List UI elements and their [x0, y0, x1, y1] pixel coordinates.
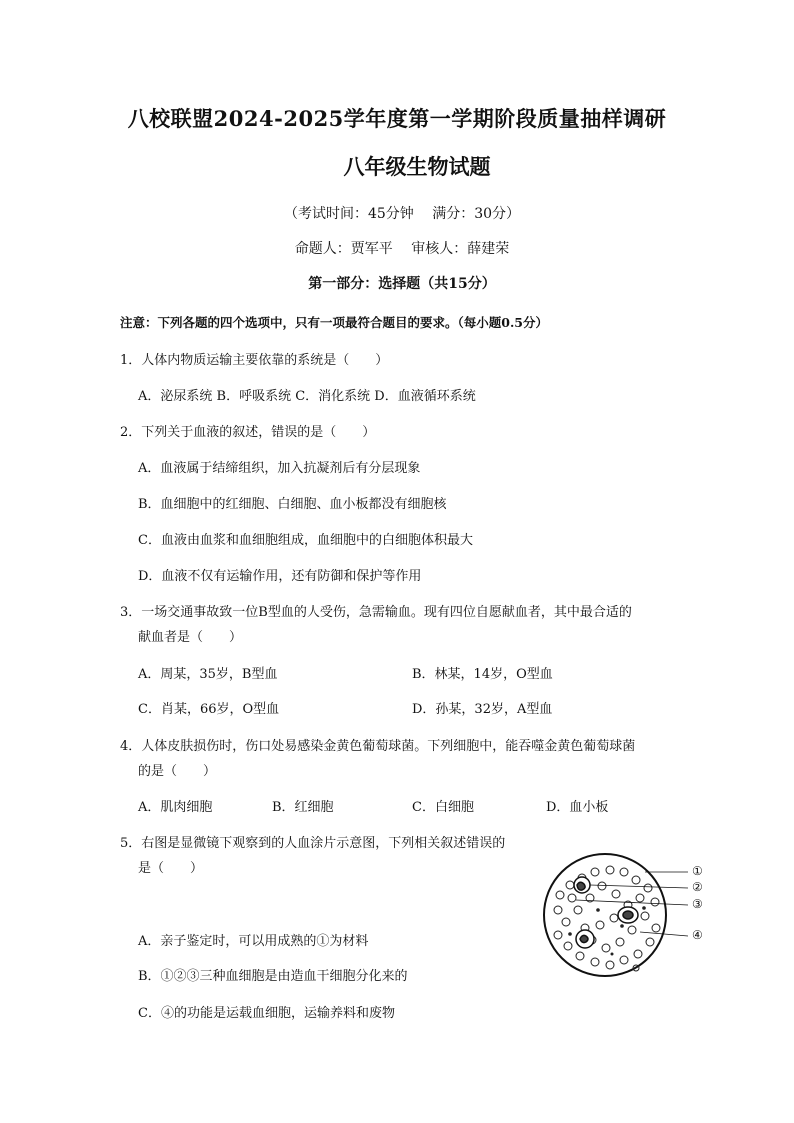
question-2-option-a: A．血液属于结缔组织，加入抗凝剂后有分层现象	[138, 461, 421, 476]
question-5-option-b: B．①②③三种血细胞是由造血干细胞分化来的	[138, 969, 408, 984]
question-3-option-d: D．孙某，32岁，A型血	[412, 702, 553, 717]
exam-subtitle: 八年级生物试题	[343, 154, 491, 179]
question-2-option-d: D．血液不仅有运输作用，还有防御和保护等作用	[138, 569, 422, 584]
question-4-option-b: B．红细胞	[272, 800, 334, 815]
question-2-stem: 2．下列关于血液的叙述，错误的是（ ）	[120, 425, 376, 440]
question-2-option-b: B．血细胞中的红细胞、白细胞、血小板都没有细胞核	[138, 497, 447, 512]
question-5-option-a: A．亲子鉴定时，可以用成熟的①为材料	[138, 934, 369, 949]
exam-info: （考试时间：45分钟 满分：30分）	[283, 206, 521, 222]
question-3-option-c: C．肖某，66岁，O型血	[138, 702, 280, 717]
question-3-option-a: A．周某，35岁，B型血	[138, 667, 278, 682]
question-4-option-d: D．血小板	[546, 800, 609, 815]
figure-label-4: ④	[692, 928, 703, 942]
question-4-option-a: A．肌肉细胞	[138, 800, 213, 815]
question-5-option-c: C．④的功能是运载血细胞，运输养料和废物	[138, 1006, 395, 1021]
question-1-stem: 1．人体内物质运输主要依靠的系统是（ ）	[120, 353, 389, 368]
question-1-options: A．泌尿系统 B．呼吸系统 C．消化系统 D．血液循环系统	[138, 389, 476, 404]
blood-smear-figure	[540, 850, 720, 990]
figure-label-2: ②	[692, 880, 703, 894]
exam-title: 八校联盟2024-2025学年度第一学期阶段质量抽样调研	[127, 106, 667, 131]
question-3-stem: 3．一场交通事故致一位B型血的人受伤，急需输血。现有四位自愿献血者，其中最合适的	[120, 605, 632, 620]
question-4-option-c: C．白细胞	[412, 800, 474, 815]
figure-label-1: ①	[692, 864, 703, 878]
question-4-stem: 4．人体皮肤损伤时，伤口处易感染金黄色葡萄球菌。下列细胞中，能吞噬金黄色葡萄球菌	[120, 739, 636, 754]
question-3-option-b: B．林某，14岁，O型血	[412, 667, 553, 682]
exam-authors: 命题人：贾军平 审核人：薛建荣	[294, 241, 510, 257]
question-2-option-c: C．血液由血浆和血细胞组成，血细胞中的白细胞体积最大	[138, 533, 473, 548]
section-notice: 注意：下列各题的四个选项中，只有一项最符合题目的要求。（每小题0.5分）	[120, 315, 548, 330]
figure-label-3: ③	[692, 897, 703, 911]
question-4-stem-cont: 的是（ ）	[138, 764, 217, 779]
question-5-stem: 5．右图是显微镜下观察到的人血涂片示意图，下列相关叙述错误的	[120, 836, 506, 851]
question-5-stem-cont: 是（ ）	[138, 861, 204, 876]
question-3-stem-cont: 献血者是（ ）	[138, 630, 243, 645]
section-title: 第一部分：选择题（共15分）	[308, 276, 496, 292]
